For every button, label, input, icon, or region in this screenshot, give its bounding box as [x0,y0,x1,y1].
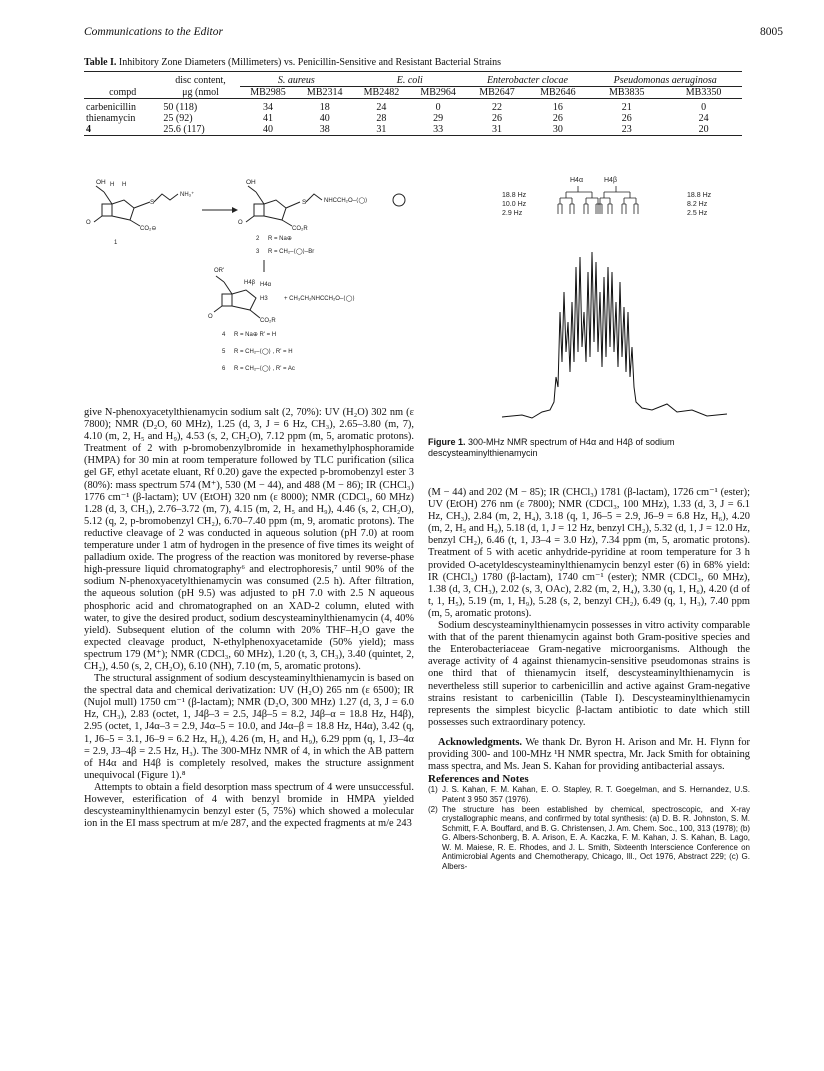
value-cell: 0 [701,102,707,113]
compound-label-3: 3 [256,249,260,255]
r-group-3: R = CH₂–⟨◯⟩–Br [268,249,315,255]
acknowledgment-text: We thank Dr. Byron H. Arison and Mr. H. Flynn for providing 300- and 100-MHz ¹H NMR spectra, Mr. Jack Smith for obtaining mass spectra, and Ms. Jean S. Kahan for providing antibacterial assays. [428,736,750,773]
disc-header-2: μg (nmol [182,86,219,98]
spectrum-h4a-label: H4α [570,177,583,184]
r-group-6: R = CH₂–⟨◯⟩ , R' = Ac [234,366,295,372]
compound-label-5: 5 [222,349,226,355]
value-cell: 21 [621,102,632,113]
value-cell: 41 [262,113,273,124]
table-top-rule [84,71,742,72]
nh3-label: NH₃⁺ [180,192,195,198]
running-header-journal: Communications to the Editor [84,26,223,38]
j-right-1: 18.8 Hz [687,192,712,199]
svg-text:O: O [238,220,243,226]
table-row [84,102,742,113]
carboxylate-label: CO₂⊖ [140,226,157,232]
value-cell: 31 [376,124,387,135]
table-label: Table I. [84,57,117,68]
nmr-spectrum-figure [492,172,742,432]
value-cell: 31 [491,124,502,135]
side-product-label: + CH₃CH₂NHCCH₂O–⟨◯⟩ [284,296,355,302]
strain-header: MB2314 [306,87,343,98]
compd-cell: thienamycin [86,113,136,124]
compd-cell: 4 [86,124,91,135]
compound-label-4: 4 [222,332,226,338]
svg-text:S: S [302,199,307,206]
value-cell: 26 [621,113,632,124]
disc-header-1: disc content, [175,75,226,87]
figure-caption-text: 300-MHz NMR spectrum of H4α and H4β of sodium descysteaminylthienamycin [428,437,675,458]
h3-label: H3 [260,296,268,302]
svg-text:OH: OH [246,179,256,186]
compound-label-1: 1 [114,240,118,246]
svg-text:H: H [122,182,127,188]
figure-label: Figure 1. [428,437,466,447]
value-cell: 30 [552,124,563,135]
group-header: Pseudomonas aeruginosa [588,75,742,87]
body-paragraph: Attempts to obtain a field desorption mass spectrum of 4 were unsuccessful. However, esterification of 4 with benzyl bromide in HMPA yielded descysteaminylthienamycin benzyl ester (5, 75%) which showed a molecular ion in the EI mass spectrum at m/e 287, and the expected fragments at m/e 243 [84,781,414,830]
value-cell: 24 [698,113,709,124]
structure-1 [94,186,178,226]
value-cell: 28 [376,113,387,124]
j-left-1: 18.8 Hz [502,192,527,199]
body-paragraph: Sodium descysteaminylthienamycin possesses in vitro activity comparable with that of the parent thienamycin against both Gram-positive species and the Enterobacteriaceae Gram-negative microorganisms. Although the average activity of 4 against thienamycin-sensitive pseudomonas strains is one third that of thienamycin itself, descysteaminylthienamycin is nevertheless still superior to carbenicillin and active against Gram-negative strains resistant to carbenicillin (Table I). Descysteaminylthienamycin represents the simplest bicyclic β-lactam antibiotic to date which still possesses such extraordinary potency. [428,620,750,728]
h4b-label: H4β [244,280,256,286]
value-cell: 26 [491,113,502,124]
left-column [84,407,414,830]
strain-header: MB2964 [420,87,456,98]
group-header: S. aureus [240,75,353,87]
value-cell: 38 [319,124,330,135]
group-header: E. coli [353,75,466,87]
value-cell: 18 [319,102,330,113]
value-cell: 33 [433,124,444,135]
reference-text: J. S. Kahan, F. M. Kahan, E. O. Stapley, R. T. Goegelman, and S. Hernandez, U.S. Patent 3 950 357 (1976). [442,785,750,804]
reaction-scheme [84,172,474,397]
reference-number: (1) [428,785,438,795]
value-cell: 40 [319,113,330,124]
value-cell: 24 [376,102,387,113]
strain-header: MB2646 [540,87,576,98]
figure-caption [428,437,748,458]
strain-header: MB2985 [250,87,286,98]
value-cell: 16 [552,102,563,113]
r-group-5: R = CH₂–⟨◯⟩ , R' = H [234,349,293,355]
value-cell: 23 [621,124,632,135]
structure-2-3 [246,186,405,226]
acknowledgment-paragraph [428,737,750,773]
reference-item [428,785,750,804]
reference-text: The structure has been established by chemical, spectroscopic, and X-ray crystallographic means, and confirmed by total synthesis: (a) D. B. R. Johnston, S. M. Schmitt, F. A. Bouffard, and B. G. Christensen, J. Am. Chem. Soc., 100, 313 (1978); (b) G. Albers-Schonberg, B. A. Arison, E. A. Kaczka, F. M. Kahan, J. S. Kahan, B. Lago, W. M. Maiese, R. E. Rhodes, and J. L. Smith, Sixteenth Interscience Conference on Antimicrobial Agents and Chemotherapy, Chicago, Ill., Oct 1976, Abstract 229; (c) G. Albers- [442,805,750,871]
table-row [84,113,742,124]
acknowledgment-heading: Acknowledgments. [438,736,522,748]
j-left-2: 10.0 Hz [502,201,527,208]
body-paragraph: The structural assignment of sodium descysteaminylthienamycin is based on the spectral data and chemical derivatization: UV (H₂O) 265 nm (ε 6500); IR (Nujol mull) 1750 cm⁻¹ (β-lactam); NMR (D₂O, 300 MHz) 1.27 (d, 3, J = 6.0 Hz, CH₃), 2.83 (octet, 1, J4β–3 = 2.5, J4β–5 = 8.2, J4β–α = 18.8 Hz, H4β), 2.95 (octet, 1, J4α–3 = 2.9, J4α–5 = 10.0, and J4α–β = 18.8 Hz, H4α), 3.42 (q, 1, J6–5 = 3.1, J6–9 = 6.2 Hz, H₆), 4.26 (m, H₅ and H₉), 6.29 ppm (q, 1, J3–4α = 2.9, J3–4β = 2.5 Hz, H₃). The 300-MHz NMR of 4, in which the AB pattern of H4α and H4β is completely resolved, makes the structure assignment unequivocal (Figure 1).⁸ [84,673,414,781]
svg-text:O: O [86,220,91,226]
ester-label: CO₂R [292,226,308,232]
right-column [428,487,750,872]
value-cell: 34 [262,102,273,113]
reference-item [428,805,750,871]
value-cell: 40 [262,124,273,135]
value-cell: 20 [698,124,709,135]
compound-label-6: 6 [222,366,226,372]
reference-number: (2) [428,805,438,815]
table-caption: Inhibitory Zone Diameters (Millimeters) vs. Penicillin-Sensitive and Resistant Bacterial Strains [118,57,502,68]
value-cell: 26 [552,113,563,124]
strain-header: MB3350 [685,87,722,98]
group-header: Enterobacter clocae [467,75,589,87]
side-chain-label: NHCCH₂O–⟨◯⟩ [324,198,368,204]
table-header-cell [84,75,161,87]
compound-label-2: 2 [256,236,260,242]
disc-cell: 50 (118) [163,102,198,113]
value-cell: 22 [491,102,502,113]
compd-cell: carbenicillin [86,102,136,113]
h4a-label: H4α [260,282,272,288]
strain-header: MB2647 [479,87,515,98]
body-paragraph: (M − 44) and 202 (M − 85); IR (CHCl₃) 1781 (β-lactam), 1726 cm⁻¹ (ester); UV (EtOH) 276 nm (ε 7800); NMR (CDCl₃, 100 MHz), 1.33 (d, 3, J = 6.1 Hz, CH₃), 2.84 (m, 2, H₄), 3.18 (q, 1, J6–5 = 2.9, J6–9 = 6.8 Hz, H₆), 4.20 (m, 2, H₅ and H₉), 5.18 (d, 1, J = 12 Hz, benzyl CH₂), 5.32 (d, 1, J = 12.0 Hz, benzyl CH₂), 6.46 (t, 1, J3–4 = 3.0 Hz), 7.34 ppm (m, 5, aromatic protons). Treatment of 5 with acetic anhydride-pyridine at room temperature for 3 h provided O-acetyldescysteaminylthienamycin benzyl ester (6) in 68% yield: IR (CHCl₃) 1780 (β-lactam), 1740 cm⁻¹ (ester); NMR (CDCl₃, 60 MHz), 1.38 (d, 3, CH₃), 2.02 (s, 3, OAc), 2.82 (m, 2, H₄), 3.30 (q, 1, H₆), 4.20 (d of t, 1, H₅), 5.19 (m, 1, H₉), 5.28 (s, 2, benzyl CH₂), 6.49 (q, 1, H₃), 7.40 ppm (m, 5, aromatic protons). [428,487,750,619]
disc-cell: 25 (92) [163,113,193,124]
table-title [84,57,501,68]
arrow-head [232,207,238,213]
references-heading: References and Notes [428,773,529,786]
svg-text:OR': OR' [214,268,225,274]
value-cell: 29 [433,113,444,124]
j-right-2: 8.2 Hz [687,201,708,208]
strain-header: MB2482 [363,87,400,98]
splitting-tree [558,186,638,214]
compd-header: compd [109,86,137,98]
ester-label-2: CO₂R [260,318,276,324]
spectrum-h4b-label: H4β [604,177,617,184]
svg-text:OH: OH [96,179,106,186]
page-number: 8005 [760,26,783,38]
disc-cell: 25.6 (117) [163,124,205,135]
value-cell: 0 [435,102,441,113]
inhibitory-zone-table [84,75,742,136]
svg-text:S: S [150,199,155,206]
r-group-4: R = Na⊕ R' = H [234,332,277,338]
strain-header: MB3835 [608,87,645,98]
table-row [84,124,742,136]
svg-text:H: H [110,182,115,188]
body-paragraph: give N-phenoxyacetylthienamycin sodium salt (2, 70%): UV (H₂O) 302 nm (ε 7800); NMR (D₂O, 60 MHz), 1.25 (d, 3, J = 6 Hz, CH₃), 2.65–3.80 (m, 7), 4.10 (m, 2, H₅ and H₉), 4.53 (s, 2, CH₂O), 7.12 ppm (m, 5, aromatic protons). Treatment of 2 with p-bromobenzylbromide in hexamethylphosphoramide (HMPA) for 30 min at room temperature followed by TLC purification (silica gel GF, ethyl acetate eluant, Rf 0.20) gave the expected p-bromobenzyl ester 3 (80%): mass spectrum 574 (M⁺), 530 (M − 44), and 488 (M − 86); IR (CHCl₃) 1776 cm⁻¹ (β-lactam); UV (EtOH) 320 nm (ε 8000); NMR (CDCl₃, 60 MHz) 1.28 (d, 3, CH₃), 2.76–3.72 (m, 7), 4.15 (m, 2, H₅ and H₉), 4.46 (s, 2, CH₂O), 5.12 (q, 2, p-bromobenzyl CH₂), 6.70–7.40 ppm (m, 9, aromatic protons). The reductive cleavage of 2 was conducted in aqueous solution (pH 7.0) at room temperature under 1 atm of hydrogen in the presence of five times its weight of palladium oxide. The progress of the reaction was monitored by reverse-phase high-pressure liquid chromatography⁶ and electrophoresis,⁷ until 90% of the sodium N-phenoxyacetylthienamycin was consumed (2.5 h). After filtration, the aqueous solution (pH 9.5) was adjusted to pH 7.0 with 2.5 N aqueous phosphoric acid and chromatographed on an XAD-2 column, eluted with water, to give the desired product, sodium descysteaminylthienamycin (4, 40% yield). Subsequent elution of the column with 20% THF–H₂O gave the expected cleavage product, N-ethylphenoxyacetamide (50% yield); mass spectrum 179 (M⁺); NMR (CDCl₃, 60 MHz), 1.20 (t, 3, CH₃), 3.40 (quintet, 2, CH₂), 4.50 (s, 2, CH₂O), 6.10 (NH), 7.10 (m, 5, aromatic protons). [84,407,414,672]
svg-text:O: O [208,314,213,320]
j-left-3: 2.9 Hz [502,210,523,217]
r-group-2: R = Na⊕ [268,236,292,242]
spectrum-trace [502,252,727,418]
j-right-3: 2.5 Hz [687,210,708,217]
